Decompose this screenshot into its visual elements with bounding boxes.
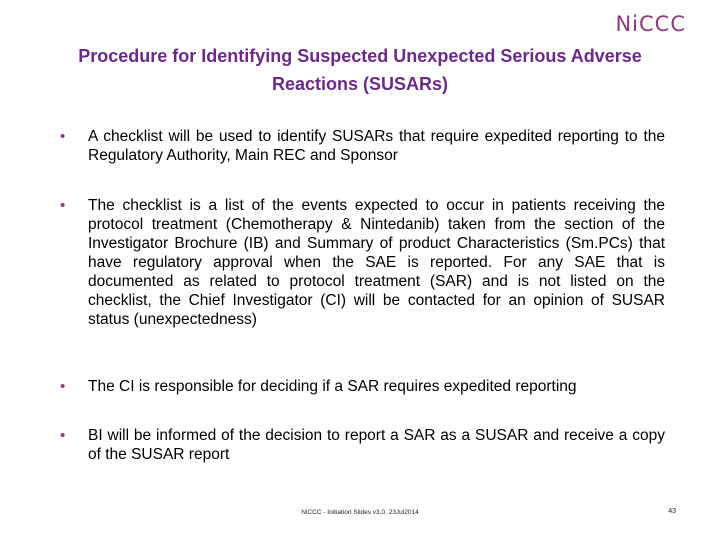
bullet-item <box>60 377 665 396</box>
bullet-dot-icon: • <box>60 128 66 145</box>
bullet-text: BI will be informed of the decision to report a SAR as a SUSAR and receive a copy of the SUSAR report <box>88 427 665 463</box>
niccc-logo: NiCCC <box>615 12 686 36</box>
bullet-text: The checklist is a list of the events expected to occur in patients receiving the protocol treatment (Chemotherapy & Nintedanib) taken from the section of the Investigator Brochure (IB) and Summary of product Characteristics (Sm.PCs) that have regulatory approval when the SAE is reported. For any SAE that is documented as related to protocol treatment (SAR) and is not listed on the checklist, the Chief Investigator (CI) will be contacted for an opinion of SUSAR status (unexpectedness) <box>88 197 665 328</box>
bullet-dot-icon: • <box>60 427 66 444</box>
bullet-text: The CI is responsible for deciding if a SAR requires expedited reporting <box>88 378 577 395</box>
bullet-item <box>60 196 665 329</box>
page-number: 43 <box>668 508 676 515</box>
slide-footer: NiCCC - Initiation Slides v3.0, 23Jul2014 <box>301 509 419 516</box>
bullet-dot-icon: • <box>60 378 66 395</box>
bullet-text: A checklist will be used to identify SUSARs that require expedited reporting to the Regulatory Authority, Main REC and Sponsor <box>88 128 665 164</box>
bullet-dot-icon: • <box>60 197 66 214</box>
bullet-item <box>60 127 665 165</box>
bullet-item <box>60 426 665 464</box>
slide-title: Procedure for Identifying Suspected Unexpected Serious Adverse Reactions (SUSARs) <box>78 46 642 94</box>
